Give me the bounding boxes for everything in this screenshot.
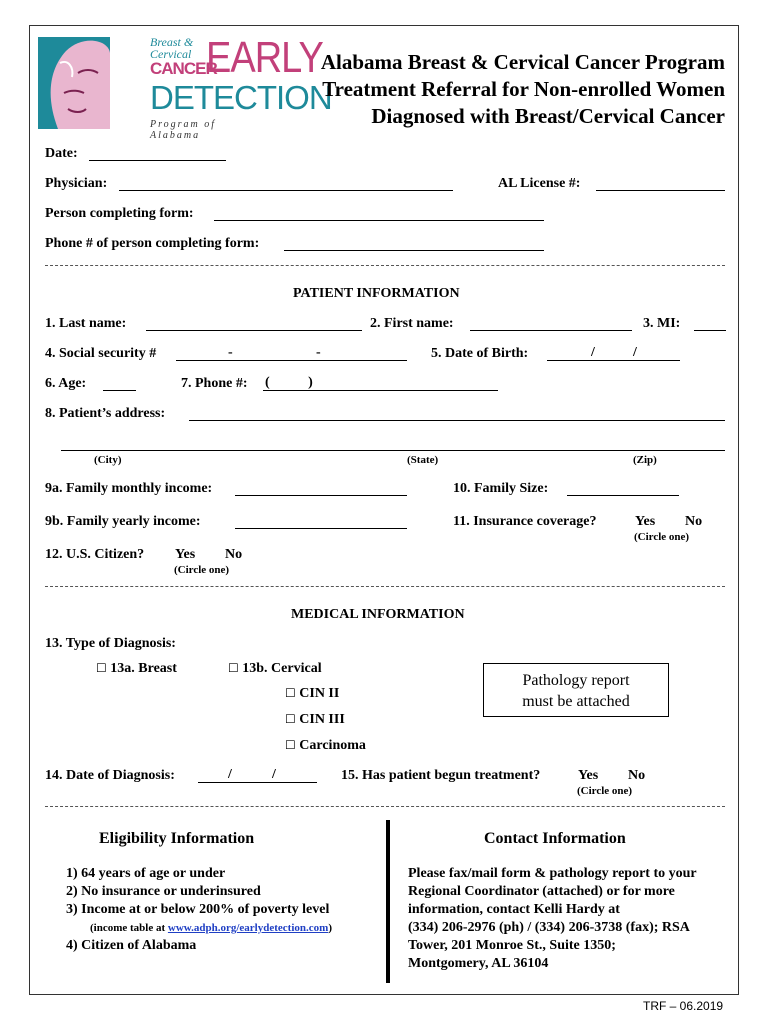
citizen-label: 12. U.S. Citizen?	[45, 547, 145, 562]
divider	[45, 265, 725, 266]
license-field[interactable]	[596, 190, 725, 191]
city-caption: (City)	[94, 454, 122, 466]
contact-line: Montgomery, AL 36104	[408, 956, 549, 971]
eligibility-item: 1) 64 years of age or under	[66, 866, 226, 881]
eligibility-item: 4) Citizen of Alabama	[66, 938, 197, 953]
age-label: 6. Age:	[45, 376, 87, 391]
treatment-no[interactable]: No	[628, 768, 646, 783]
logo-program-text: Program of Alabama	[150, 119, 217, 141]
title-line-1: Alabama Breast & Cervical Cancer Program	[320, 50, 725, 74]
medical-info-heading: MEDICAL INFORMATION	[291, 607, 465, 622]
patient-phone-label: 7. Phone #:	[181, 376, 248, 391]
pathology-line-1: Pathology report	[522, 672, 630, 689]
option-breast[interactable]	[96, 661, 177, 677]
option-breast-label: 13a. Breast	[110, 661, 177, 676]
eligibility-heading: Eligibility Information	[99, 830, 255, 847]
logo-word-detection: DETECTION	[150, 79, 332, 116]
family-size-field[interactable]	[567, 495, 679, 496]
address-line-2-field[interactable]	[61, 450, 725, 451]
last-name-label: 1. Last name:	[45, 316, 127, 331]
monthly-income-label: 9a. Family monthly income:	[45, 481, 213, 496]
form-border	[29, 25, 739, 995]
checkbox-icon[interactable]: ☐	[285, 712, 296, 726]
contact-line: Please fax/mail form & pathology report to your	[408, 866, 697, 881]
title-line-2: Treatment Referral for Non-enrolled Women	[322, 77, 725, 101]
title-line-3: Diagnosed with Breast/Cervical Cancer	[371, 104, 725, 128]
state-caption: (State)	[407, 454, 439, 466]
diagnosis-date-field[interactable]	[198, 782, 317, 783]
eligibility-item: 3) Income at or below 200% of poverty level	[66, 902, 330, 917]
monthly-income-field[interactable]	[235, 495, 407, 496]
logo-tagline-2: Cervical	[150, 47, 192, 61]
dob-field[interactable]	[547, 360, 680, 361]
dx-slash-2: /	[272, 767, 276, 782]
license-label: AL License #:	[498, 176, 581, 191]
completer-phone-label: Phone # of person completing form:	[45, 236, 260, 251]
logo-word-cancer: CANCER	[150, 59, 217, 78]
ssn-label: 4. Social security #	[45, 346, 157, 361]
logo-word-early: EARLY	[206, 33, 323, 83]
column-separator	[386, 820, 390, 983]
contact-line: Tower, 201 Monroe St., Suite 1350;	[408, 938, 616, 953]
mi-field[interactable]	[694, 330, 726, 331]
address-field[interactable]	[189, 420, 725, 421]
divider	[45, 586, 725, 587]
checkbox-icon[interactable]: ☐	[285, 686, 296, 700]
date-label: Date:	[45, 146, 78, 161]
phone-area-code: ( )	[265, 375, 313, 390]
last-name-field[interactable]	[146, 330, 362, 331]
form-title	[321, 49, 725, 130]
option-cervical-label: 13b. Cervical	[242, 661, 322, 676]
insurance-no[interactable]: No	[685, 514, 703, 529]
completer-phone-field[interactable]	[284, 250, 544, 251]
dob-label: 5. Date of Birth:	[431, 346, 529, 361]
contact-text	[408, 865, 728, 973]
physician-field[interactable]	[119, 190, 453, 191]
divider	[45, 806, 725, 807]
ssn-dash-1: -	[228, 345, 233, 360]
checkbox-icon[interactable]: ☐	[96, 661, 107, 675]
logo-tagline-1: Breast &	[150, 35, 194, 49]
citizen-yes[interactable]: Yes	[175, 547, 196, 562]
contact-line: information, contact Kelli Hardy at	[408, 902, 620, 917]
ssn-field[interactable]	[176, 360, 407, 361]
note-suffix: )	[328, 922, 332, 934]
diagnosis-type-label: 13. Type of Diagnosis:	[45, 636, 176, 651]
option-carcinoma[interactable]	[285, 738, 366, 754]
program-logo	[38, 33, 332, 141]
treatment-circle-hint: (Circle one)	[577, 785, 633, 797]
contact-heading: Contact Information	[484, 830, 626, 847]
insurance-label: 11. Insurance coverage?	[453, 514, 597, 529]
insurance-yes[interactable]: Yes	[635, 514, 656, 529]
dx-slash-1: /	[228, 767, 232, 782]
treatment-label: 15. Has patient begun treatment?	[341, 768, 541, 783]
income-table-link[interactable]: www.adph.org/earlydetection.com	[167, 922, 329, 934]
first-name-field[interactable]	[470, 330, 632, 331]
diagnosis-date-label: 14. Date of Diagnosis:	[45, 768, 175, 783]
mi-label: 3. MI:	[643, 316, 681, 331]
option-carcinoma-label: Carcinoma	[299, 738, 366, 753]
dob-slash-1: /	[591, 345, 595, 360]
option-cin3[interactable]	[285, 712, 345, 728]
contact-line: (334) 206-2976 (ph) / (334) 206-3738 (fax); RSA	[408, 920, 690, 935]
family-size-label: 10. Family Size:	[453, 481, 549, 496]
person-completing-field[interactable]	[214, 220, 544, 221]
date-field[interactable]	[89, 160, 226, 161]
checkbox-icon[interactable]: ☐	[228, 661, 239, 675]
option-cin2[interactable]	[285, 686, 339, 702]
contact-line: Regional Coordinator (attached) or for more	[408, 884, 675, 899]
patient-info-heading: PATIENT INFORMATION	[293, 286, 460, 301]
pathology-line-2: must be attached	[522, 693, 630, 710]
form-revision: TRF – 06.2019	[643, 999, 724, 1013]
option-cin2-label: CIN II	[299, 686, 340, 701]
first-name-label: 2. First name:	[370, 316, 454, 331]
ssn-dash-2: -	[316, 345, 321, 360]
physician-label: Physician:	[45, 176, 108, 191]
citizen-circle-hint: (Circle one)	[174, 564, 230, 576]
yearly-income-label: 9b. Family yearly income:	[45, 514, 201, 529]
option-cervical[interactable]	[228, 661, 322, 677]
address-label: 8. Patient’s address:	[45, 406, 166, 421]
yearly-income-field[interactable]	[235, 528, 407, 529]
citizen-no[interactable]: No	[225, 547, 243, 562]
pathology-notice	[483, 663, 669, 717]
note-prefix: (income table at	[90, 922, 168, 934]
age-field[interactable]	[103, 390, 136, 391]
option-cin3-label: CIN III	[299, 712, 345, 727]
eligibility-list	[66, 865, 332, 955]
checkbox-icon[interactable]: ☐	[285, 738, 296, 752]
insurance-circle-hint: (Circle one)	[634, 531, 690, 543]
person-completing-label: Person completing form:	[45, 206, 194, 221]
zip-caption: (Zip)	[633, 454, 657, 466]
treatment-yes[interactable]: Yes	[578, 768, 599, 783]
dob-slash-2: /	[633, 345, 637, 360]
income-table-note	[66, 919, 332, 937]
eligibility-item: 2) No insurance or underinsured	[66, 884, 261, 899]
